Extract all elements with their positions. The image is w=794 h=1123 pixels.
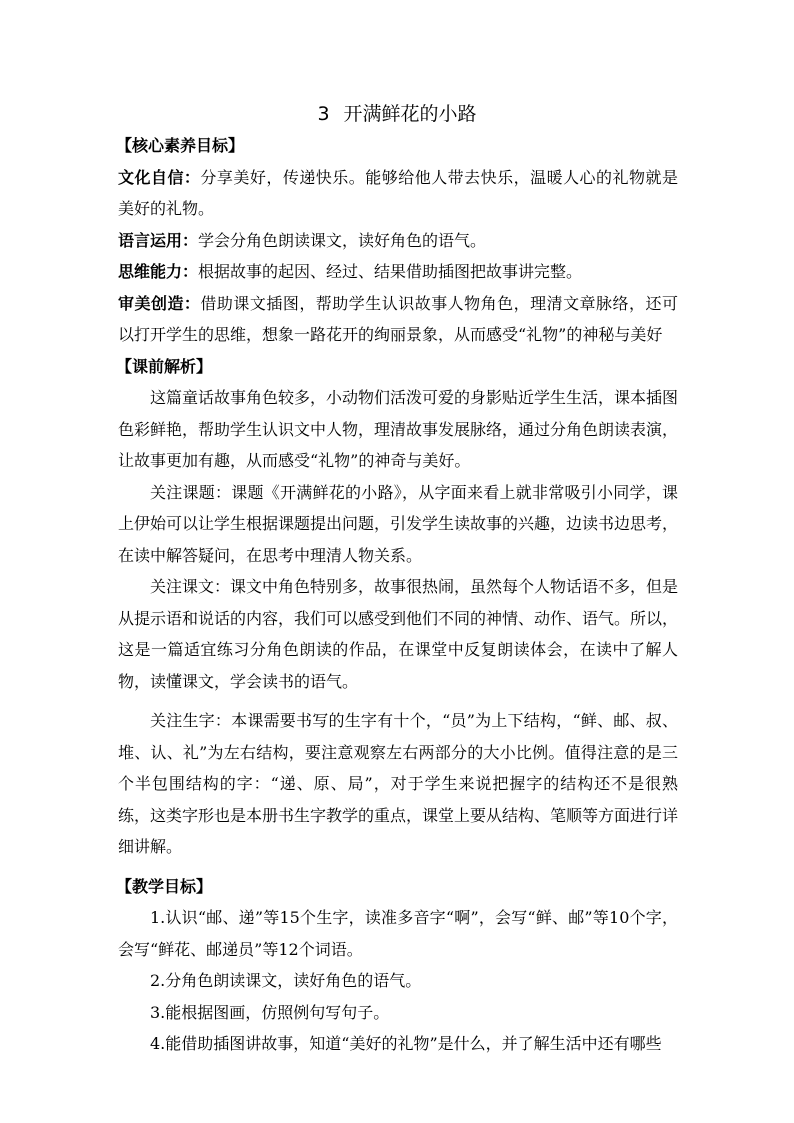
objectives-heading: 【教学目标】 xyxy=(116,876,213,896)
analysis-paragraph: 这篇童话故事角色较多，小动物们活泼可爱的身影贴近学生生活，课本插图色彩鲜艳，帮助学生认识文中人物，理清故事发展脉络，通过分角色朗读表演，让故事更加有趣，从而感受“礼物”的神奇与美好。 xyxy=(118,388,679,470)
lesson-number: 3 xyxy=(317,103,330,125)
lesson-title xyxy=(0,100,794,128)
core-goals-heading: 【核心素养目标】 xyxy=(116,136,245,155)
analysis-heading: 【课前解析】 xyxy=(116,356,213,376)
document-body xyxy=(118,130,678,1060)
analysis-paragraph: 关注生字：本课需要书写的生字有十个，“员”为上下结构，“鲜、邮、叔、堆、认、礼”为左右结构，要注意观察左右两部分的大小比例。值得注意的是三个半包围结构的字：“递、原、局”，对于学生来说把握字的结构还不是很熟练，这类字形也是本册书生字教学的重点，课堂上要从结构、笔顺等方面进行详细讲解。 xyxy=(118,711,679,856)
objective-item: 3.能根据图画，仿照例句写句子。 xyxy=(150,1002,390,1022)
core-item: 文化自信：分享美好，传递快乐。能够给他人带去快乐，温暖人心的礼物就是美好的礼物。 xyxy=(118,167,678,218)
analysis-paragraph: 关注课文：课文中角色特别多，故事很热闹，虽然每个人物话语不多，但是从提示语和说话的内容，我们可以感受到他们不同的神情、动作、语气。所以，这是一篇适宜练习分角色朗读的作品，在课堂中反复朗读体会，在读中了解人物，读懂课文，学会读书的语气。 xyxy=(118,577,679,691)
analysis-paragraph: 关注课题：课题《开满鲜花的小路》，从字面来看上就非常吸引小同学，课上伊始可以让学生根据课题提出问题，引发学生读故事的兴趣，边读书边思考，在读中解答疑问，在思考中理清人物关系。 xyxy=(118,482,679,565)
core-item: 语言运用：学会分角色朗读课文，读好角色的语气。 xyxy=(118,230,487,250)
objective-item: 2.分角色朗读课文，读好角色的语气。 xyxy=(150,971,422,990)
objective-item: 4.能借助插图讲故事，知道“美好的礼物”是什么，并了解生活中还有哪些 xyxy=(150,1034,662,1053)
core-item: 审美创造：借助课文插图，帮助学生认识故事人物角色，理清文章脉络，还可以打开学生的思维，想象一路花开的绚丽景象，从而感受“礼物”的神秘与美好 xyxy=(118,293,678,344)
lesson-title-text: 开满鲜花的小路 xyxy=(343,103,477,125)
core-item: 思维能力：根据故事的起因、经过、结果借助插图把故事讲完整。 xyxy=(118,262,583,281)
objective-item: 1.认识“邮、递”等15个生字，读准多音字“啊”，会写“鲜、邮”等10个字，会写“鲜花、邮递员”等12个词语。 xyxy=(118,908,678,959)
